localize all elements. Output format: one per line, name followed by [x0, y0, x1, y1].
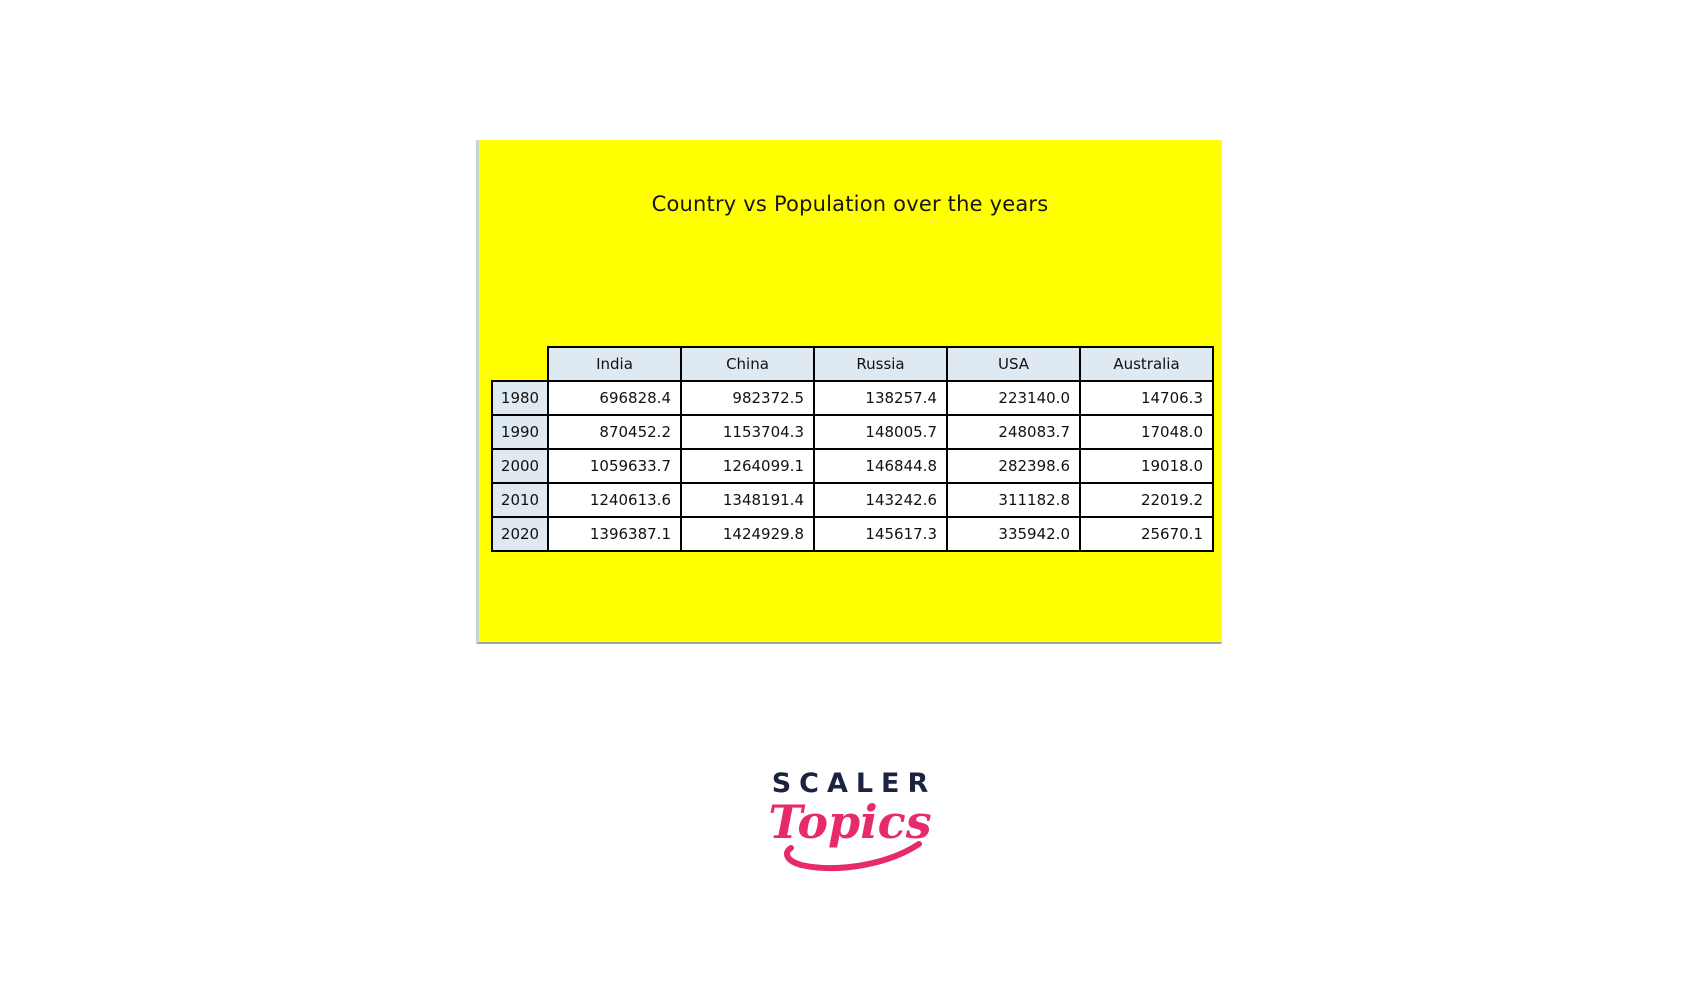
table-corner	[492, 347, 548, 381]
cell-2010-usa: 311182.8	[947, 483, 1080, 517]
table-row-1990	[492, 415, 1213, 449]
scaler-topics-logo	[0, 770, 1700, 873]
cell-1980-australia: 14706.3	[1080, 381, 1213, 415]
cell-1990-china: 1153704.3	[681, 415, 814, 449]
scaler-wordmark: SCALER	[771, 768, 937, 799]
cell-1990-usa: 248083.7	[947, 415, 1080, 449]
figure-title: Country vs Population over the years	[651, 192, 1049, 216]
cell-1980-india: 696828.4	[548, 381, 681, 415]
cell-2000-india: 1059633.7	[548, 449, 681, 483]
cell-2020-usa: 335942.0	[947, 517, 1080, 551]
row-header-1990: 1990	[492, 415, 548, 449]
column-header-russia: Russia	[814, 347, 947, 381]
cell-2010-australia: 22019.2	[1080, 483, 1213, 517]
row-header-2000: 2000	[492, 449, 548, 483]
cell-2020-australia: 25670.1	[1080, 517, 1213, 551]
cell-2010-india: 1240613.6	[548, 483, 681, 517]
row-header-1980: 1980	[492, 381, 548, 415]
cell-2020-china: 1424929.8	[681, 517, 814, 551]
table-row-2020	[492, 517, 1213, 551]
column-header-china: China	[681, 347, 814, 381]
table-row-1980	[492, 381, 1213, 415]
table-row-2010	[492, 483, 1213, 517]
cell-1990-india: 870452.2	[548, 415, 681, 449]
cell-2000-australia: 19018.0	[1080, 449, 1213, 483]
figure-canvas	[476, 140, 1222, 644]
cell-1980-china: 982372.5	[681, 381, 814, 415]
cell-2010-russia: 143242.6	[814, 483, 947, 517]
topics-wordmark: Topics	[768, 795, 932, 849]
column-header-australia: Australia	[1080, 347, 1213, 381]
cell-2010-china: 1348191.4	[681, 483, 814, 517]
cell-2020-india: 1396387.1	[548, 517, 681, 551]
cell-2000-usa: 282398.6	[947, 449, 1080, 483]
row-header-2020: 2020	[492, 517, 548, 551]
cell-1980-russia: 138257.4	[814, 381, 947, 415]
population-table	[491, 346, 1214, 552]
cell-2000-russia: 146844.8	[814, 449, 947, 483]
cell-1990-australia: 17048.0	[1080, 415, 1213, 449]
cell-1990-russia: 148005.7	[814, 415, 947, 449]
column-header-india: India	[548, 347, 681, 381]
cell-2020-russia: 145617.3	[814, 517, 947, 551]
table-row-2000	[492, 449, 1213, 483]
cell-1980-usa: 223140.0	[947, 381, 1080, 415]
table-header-row	[492, 347, 1213, 381]
cell-2000-china: 1264099.1	[681, 449, 814, 483]
row-header-2010: 2010	[492, 483, 548, 517]
column-header-usa: USA	[947, 347, 1080, 381]
